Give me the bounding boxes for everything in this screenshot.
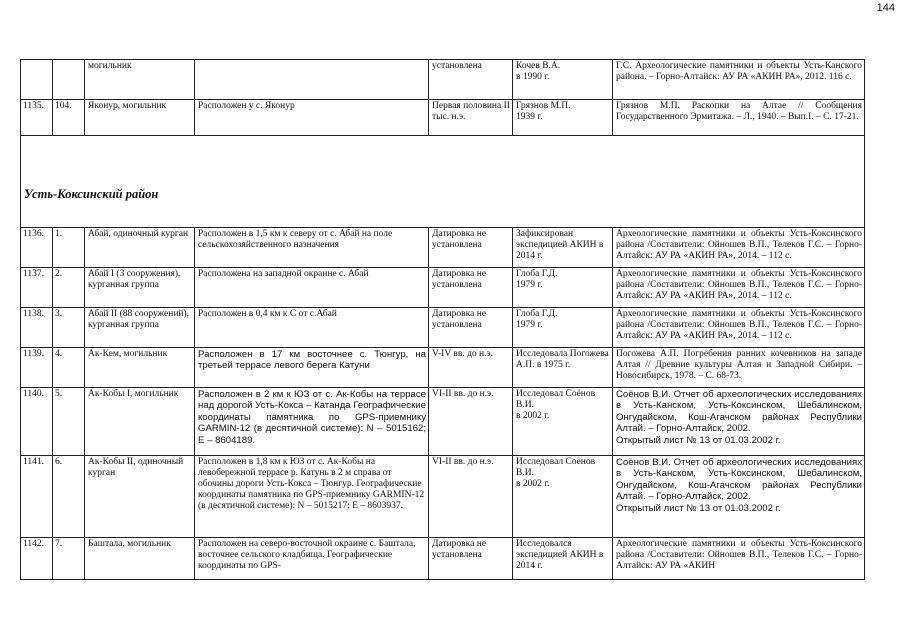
row-number: 1140.: [21, 388, 53, 456]
monument-bibliography: Г.С. Археологические памятники и объекты Усть-Канского района. – Горно-Алтайск: АУ РА «АКИН РА», 2012. 116 с.: [613, 60, 865, 100]
monument-location: Расположен в 17 км восточнее с. Тюнгур, на третьей террасе левого берега Катуни: [195, 348, 429, 388]
district-number: [53, 60, 85, 100]
monument-bibliography: Грязнов М.П. Раскопки на Алтае // Сообщения Государственного Эрмитажа. – Л., 1940. – Вып.I. – С. 17-21.: [613, 100, 865, 136]
monument-discovery: Исследовала Погожева А.П. в 1975 г.: [513, 348, 613, 388]
row-number: 1136.: [21, 228, 53, 268]
monument-location: Расположен в 1,5 км к северу от с. Абай на поле сельскохозяйственного назначения: [195, 228, 429, 268]
monument-dating: Датировка не установлена: [429, 308, 513, 348]
monument-bibliography: [613, 388, 865, 456]
monument-dating: Датировка не установлена: [429, 228, 513, 268]
monument-bibliography: [613, 456, 865, 538]
monument-bibliography: Погожева А.П. Погребения ранних кочевников на западе Алтая // Древние культуры Алтая и Западной Сибири. – Новосибирск, 1978. – С. 68-73.: [613, 348, 865, 388]
monument-name: Ак-Кем, могильник: [85, 348, 195, 388]
district-number: 7.: [53, 538, 85, 580]
district-number: 2.: [53, 268, 85, 308]
row-number: 1138.: [21, 308, 53, 348]
district-header-cell: [21, 136, 865, 228]
monument-bibliography: Археологические памятники и объекты Усть-Коксинского района /Составители: Ойношев В.П., Телеков Г.С. – Горно-Алтайск: АУ РА «АКИН РА», 2014. – 112 с.: [613, 228, 865, 268]
monument-dating: Датировка не установлена: [429, 538, 513, 580]
table-row: [21, 60, 865, 100]
district-header-row: [21, 136, 865, 228]
page-number: 144: [876, 2, 895, 14]
bibliography-text: Сoёнов В.И. Отчет об археологических исследованиях в Усть-Канском, Усть-Коксинском, Шебалинском, Онгудайском, Кош-Агачском районах Республики Алтай. – Горно-Алтайск, 2002.: [616, 389, 862, 435]
table-row: [21, 388, 865, 456]
district-number: 1.: [53, 228, 85, 268]
table-row: [21, 456, 865, 538]
table-row: [21, 538, 865, 580]
permit-note: Открытый лист № 13 от 01.03.2002 г.: [616, 434, 781, 446]
district-number: 4.: [53, 348, 85, 388]
monument-discovery: Глоба Г.Д. 1979 г.: [513, 268, 613, 308]
table-row: [21, 268, 865, 308]
monument-location: Расположен в 0,4 км к С от с.Абай: [195, 308, 429, 348]
district-number: 5.: [53, 388, 85, 456]
monument-location: Расположена на западной окраине с. Абай: [195, 268, 429, 308]
table-row: [21, 308, 865, 348]
monument-discovery: Грязнов М.П. 1939 г.: [513, 100, 613, 136]
table-row: [21, 348, 865, 388]
monument-bibliography: Археологические памятники и объекты Усть-Коксинского района /Составители: Ойношев В.П., Телеков Г.С. – Горно-Алтайск: АУ РА «АКИН РА», 2014. – 112 с.: [613, 268, 865, 308]
monument-name: Ак-Кобы I, могильник: [85, 388, 195, 456]
monument-name: Баштала, могильник: [85, 538, 195, 580]
monument-discovery: Зафиксирован экспедицией АКИН в 2014 г.: [513, 228, 613, 268]
row-number: 1137.: [21, 268, 53, 308]
table-row: [21, 100, 865, 136]
bibliography-text: Сoёнов В.И. Отчет об археологических исследованиях в Усть-Канском, Усть-Коксинском, Шебалинском, Онгудайском, Кош-Агачском районах Республики Алтай. – Горно-Алтайск, 2002.: [616, 457, 862, 503]
monument-location: Расположен в 1,8 км к ЮЗ от с. Ак-Кобы на левобережной террасе р. Катунь в 2 м справа от обочины дороги Усть-Кокса – Тюнгур. Географические координаты памятника по GPS-приемнику GARMIN-12 (в десятичной системе): N – 5015217; E – 8603937.: [195, 456, 429, 538]
row-number: 1139.: [21, 348, 53, 388]
monument-bibliography: Археологические памятники и объекты Усть-Коксинского района /Составители: Ойношев В.П., Телеков Г.С. – Горно-Алтайск: АУ РА «АКИН РА», 2014. – 112 с.: [613, 308, 865, 348]
monument-name: Абай I (3 сооружения), курганная группа: [85, 268, 195, 308]
district-number: 104.: [53, 100, 85, 136]
row-number: 1142.: [21, 538, 53, 580]
monuments-table: [20, 59, 865, 580]
monument-discovery: Глоба Г.Д. 1979 г.: [513, 308, 613, 348]
row-number: 1141.: [21, 456, 53, 538]
district-number: 6.: [53, 456, 85, 538]
monument-dating: установлена: [429, 60, 513, 100]
monument-bibliography: Археологические памятники и объекты Усть-Коксинского района /Составители: Ойношев В.П., Телеков Г.С. – Горно-Алтайск: АУ РА «АКИН: [613, 538, 865, 580]
row-number: 1135.: [21, 100, 53, 136]
monument-dating: Первая половина II тыс. н.э.: [429, 100, 513, 136]
monument-name: могильник: [85, 60, 195, 100]
monument-location: Расположен у с. Яконур: [195, 100, 429, 136]
monument-discovery: Исследовался экспедицией АКИН в 2014 г.: [513, 538, 613, 580]
monument-name: Яконур, могильник: [85, 100, 195, 136]
monument-dating: V-IV вв. до н.э.: [429, 348, 513, 388]
monument-location: Расположен на северо-восточной окраине с. Баштала, восточнее сельского кладбища. Географические координаты по GPS-: [195, 538, 429, 580]
monument-discovery: Исследовал Сoёнов В.И. в 2002 г.: [513, 388, 613, 456]
monument-discovery: Кочев В.А. в 1990 г.: [513, 60, 613, 100]
monument-location: Расположен в 2 км к ЮЗ от с. Ак-Кобы на террасе над дорогой Усть-Кокса – Катанда Географические координаты памятника по GPS-приемнику GARMIN-12 (в десятичной системе): N – 5015162; E – 8604189.: [195, 388, 429, 456]
table-row: [21, 228, 865, 268]
monument-name: Абай, одиночный курган: [85, 228, 195, 268]
monument-discovery: Исследовал Сoёнов В.И. в 2002 г.: [513, 456, 613, 538]
district-title: Усть-Коксинский район: [24, 187, 159, 202]
monument-dating: Датировка не установлена: [429, 268, 513, 308]
permit-note: Открытый лист № 13 от 01.03.2002 г.: [616, 502, 781, 514]
row-number: [21, 60, 53, 100]
district-number: 3.: [53, 308, 85, 348]
monument-location: [195, 60, 429, 100]
monument-name: Абай II (88 сооружений), курганная группа: [85, 308, 195, 348]
monument-name: Ак-Кобы II, одиночный курган: [85, 456, 195, 538]
monument-dating: VI-II вв. до н.э.: [429, 456, 513, 538]
monument-dating: VI-II вв. до н.э.: [429, 388, 513, 456]
